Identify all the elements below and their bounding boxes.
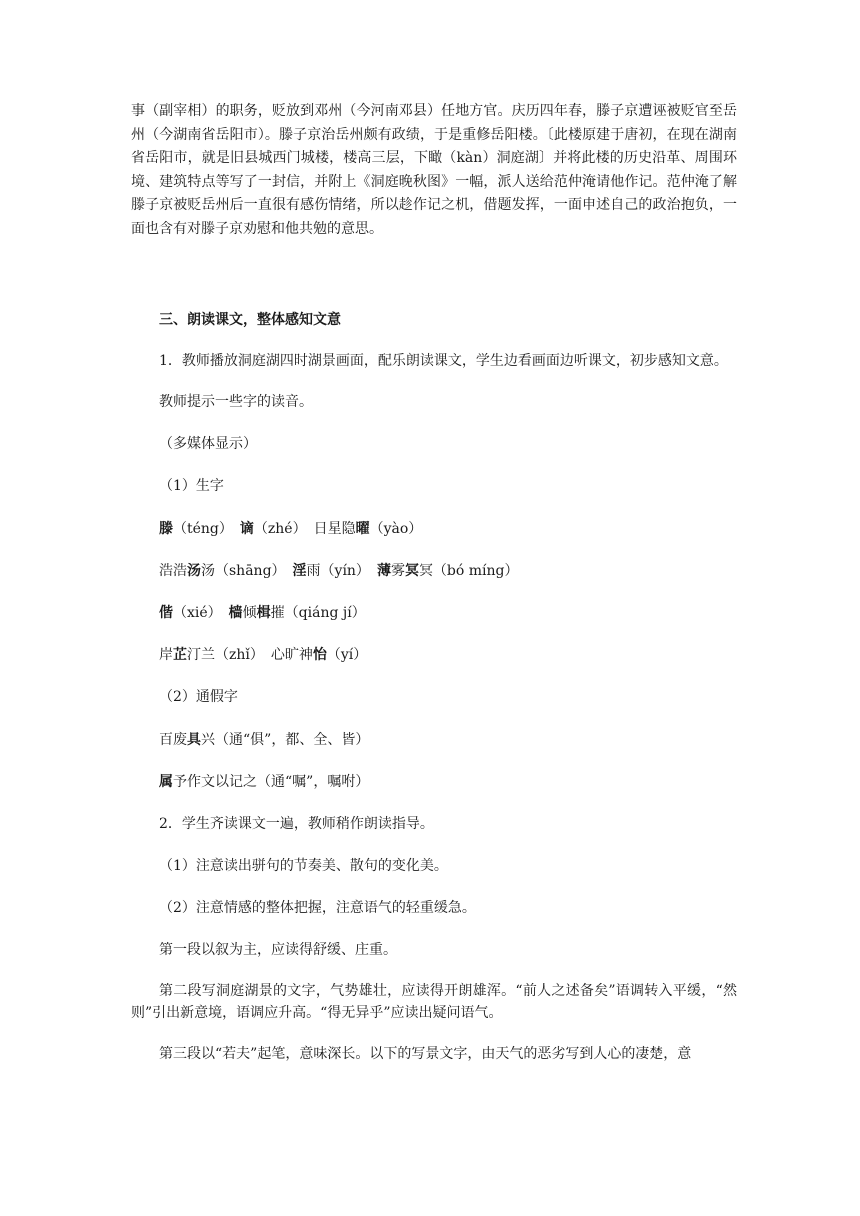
subheading-new-characters: （1）生字 <box>159 477 224 494</box>
step-1-text: 1．教师播放洞庭湖四时湖景画面，配乐朗读课文，学生边看画面边听课文，初步感知文意。 <box>159 352 728 369</box>
section-heading: 三、朗读课文，整体感知文意 <box>159 311 341 328</box>
point-2-text: （2）注意情感的整体把握，注意语气的轻重缓急。 <box>159 899 476 916</box>
char-line-1: 滕（téng） 谪（zhé） 日星隐曜（yào） <box>159 520 423 537</box>
step-2-text: 2．学生齐读课文一遍，教师稍作朗读指导。 <box>159 815 434 832</box>
tongjia-line-2: 属予作文以记之（通“嘱”，嘱咐） <box>159 773 370 790</box>
paragraph-3-guide: 第三段以“若夫”起笔，意味深长。以下的写景文字，由天气的恶劣写到人心的凄楚，意 <box>159 1045 692 1062</box>
hint-text: 教师提示一些字的读音。 <box>159 393 313 410</box>
paragraph-1-guide: 第一段以叙为主，应读得舒缓、庄重。 <box>159 941 397 958</box>
multimedia-note: （多媒体显示） <box>159 435 257 452</box>
char-line-4: 岸芷汀兰（zhǐ） 心旷神怡（yí） <box>159 646 368 663</box>
tongjia-line-1: 百废具兴（通“俱”，都、全、皆） <box>159 731 370 748</box>
point-1-text: （1）注意读出骈句的节奏美、散句的变化美。 <box>159 857 448 874</box>
paragraph-2-guide: 第二段写洞庭湖景的文字，气势雄壮，应读得开朗雄浑。“前人之述备矣”语调转入平缓，“然则”引出新意境，语调应升高。“得无异乎”应读出疑问语气。 <box>131 982 737 1021</box>
subheading-tongjia: （2）通假字 <box>159 688 238 705</box>
char-line-2: 浩浩汤汤（shāng） 淫雨（yín） 薄雾冥冥（bó míng） <box>159 562 519 579</box>
document-page <box>131 100 737 1064</box>
intro-paragraph: 事（副宰相）的职务，贬放到邓州（今河南邓县）任地方官。庆历四年春，滕子京遭诬被贬官至岳州（今湖南省岳阳市）。滕子京治岳州颇有政绩，于是重修岳阳楼。〔此楼原建于唐初，在现在湖南省岳阳市，就是旧县城西门城楼，楼高三层，下瞰（kàn）洞庭湖〕并将此楼的历史沿革、周围环境、建筑特点等写了一封信，并附上《洞庭晚秋图》一幅，派人送给范仲淹请他作记。范仲淹了解滕子京被贬岳州后一直很有感伤情绪，所以趁作记之机，借题发挥，一面申述自己的政治抱负，一面也含有对滕子京劝慰和他共勉的意思。 <box>131 103 737 237</box>
char-line-3: 偕（xié） 樯倾楫摧（qiáng jí） <box>159 604 366 621</box>
